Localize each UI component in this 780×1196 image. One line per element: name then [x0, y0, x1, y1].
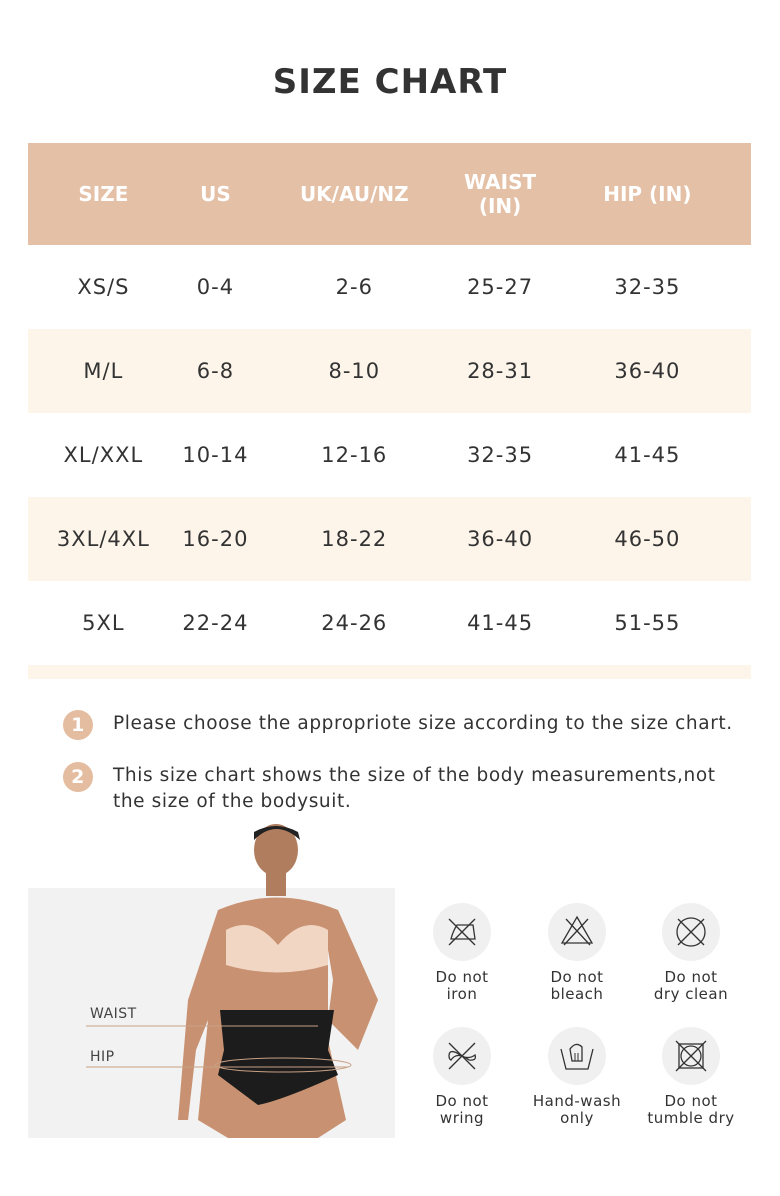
number-badge: 1 — [63, 710, 93, 740]
table-cell: 8-10 — [328, 359, 381, 383]
table-cell: 24-26 — [321, 611, 388, 635]
care-item — [402, 1027, 522, 1127]
number-badge: 2 — [63, 762, 93, 792]
table-row — [28, 329, 751, 413]
header-size: SIZE — [78, 182, 129, 206]
care-label-line2: bleach — [550, 985, 604, 1003]
table-cell: 2-6 — [335, 275, 373, 299]
care-label-line1: Do not — [664, 968, 718, 986]
table-cell: 22-24 — [182, 611, 249, 635]
table-cell: XL/XXL — [63, 443, 144, 467]
hand-wash-icon — [548, 1027, 606, 1085]
table-row — [28, 245, 751, 329]
size-table — [28, 143, 751, 679]
care-label-line1: Do not — [550, 968, 604, 986]
table-cell: 12-16 — [321, 443, 388, 467]
care-label-line2: only — [560, 1109, 594, 1127]
table-bottom-strip — [28, 665, 751, 679]
care-item — [631, 1027, 751, 1127]
table-cell: 18-22 — [321, 527, 388, 551]
table-cell: 3XL/4XL — [56, 527, 150, 551]
care-label — [402, 1093, 522, 1127]
care-label-line2: iron — [446, 985, 478, 1003]
care-item — [517, 1027, 637, 1127]
page-title: SIZE CHART — [272, 62, 508, 102]
table-cell: 41-45 — [467, 611, 534, 635]
table-cell: M/L — [83, 359, 124, 383]
care-label — [517, 969, 637, 1003]
no-bleach-icon — [548, 903, 606, 961]
table-cell: 36-40 — [614, 359, 681, 383]
model-figure — [28, 820, 395, 1138]
care-label-line1: Do not — [435, 1092, 489, 1110]
header-us: US — [200, 182, 231, 206]
table-cell: 6-8 — [196, 359, 235, 383]
care-label — [517, 1093, 637, 1127]
care-label — [631, 1093, 751, 1127]
table-cell: 51-55 — [614, 611, 681, 635]
table-header — [28, 143, 751, 245]
table-cell: 16-20 — [182, 527, 249, 551]
table-cell: 32-35 — [467, 443, 534, 467]
table-cell: XS/S — [77, 275, 130, 299]
no-iron-icon — [433, 903, 491, 961]
table-cell: 10-14 — [182, 443, 249, 467]
care-label — [631, 969, 751, 1003]
header-hip: HIP (IN) — [603, 182, 692, 206]
care-label-line1: Hand-wash — [532, 1092, 622, 1110]
table-cell: 41-45 — [614, 443, 681, 467]
care-label — [402, 969, 522, 1003]
header-waist: WAIST (IN) — [464, 170, 537, 218]
note-text: This size chart shows the size of the body measurements,not the size of the bodysuit. — [113, 765, 716, 812]
table-row — [28, 497, 751, 581]
care-label-line2: wring — [439, 1109, 485, 1127]
note-1 — [63, 710, 733, 740]
note-text: Please choose the appropriote size according to the size chart. — [113, 713, 733, 734]
table-cell: 28-31 — [467, 359, 534, 383]
header-uk: UK/AU/NZ — [299, 182, 409, 206]
care-item — [517, 903, 637, 1003]
no-wring-icon — [433, 1027, 491, 1085]
care-item — [631, 903, 751, 1003]
no-dry-clean-icon — [662, 903, 720, 961]
care-item — [402, 903, 522, 1003]
table-cell: 5XL — [82, 611, 125, 635]
hip-label: HIP — [90, 1049, 115, 1065]
waist-label: WAIST — [90, 1006, 137, 1022]
table-row — [28, 581, 751, 665]
care-label-line2: dry clean — [653, 985, 729, 1003]
note-2 — [63, 762, 763, 815]
no-tumble-dry-icon — [662, 1027, 720, 1085]
care-label-line2: tumble dry — [647, 1109, 735, 1127]
table-cell: 46-50 — [614, 527, 681, 551]
table-row — [28, 413, 751, 497]
table-cell: 25-27 — [467, 275, 534, 299]
table-cell: 36-40 — [467, 527, 534, 551]
table-cell: 0-4 — [196, 275, 235, 299]
care-label-line1: Do not — [435, 968, 489, 986]
table-cell: 32-35 — [614, 275, 681, 299]
care-label-line1: Do not — [664, 1092, 718, 1110]
